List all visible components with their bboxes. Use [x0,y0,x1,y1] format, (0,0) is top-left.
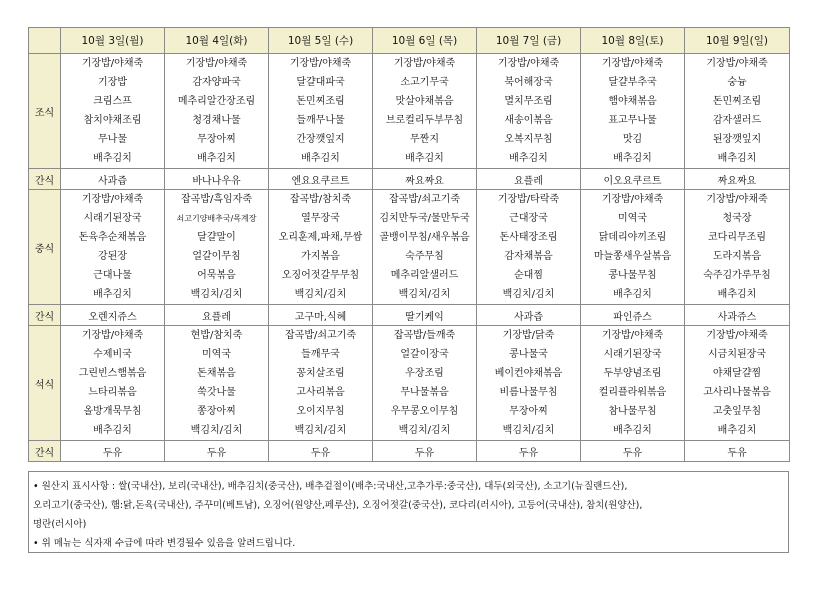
menu-item: 감자채볶음 [504,251,553,262]
menu-item: 쑥갓나물 [197,387,236,398]
menu-item: 기장밥/야채죽 [601,194,664,205]
snack-row [29,305,790,326]
snack-item: 짜요짜요 [373,169,477,190]
menu-item: 기장밥/야채죽 [393,58,456,69]
menu-item: 무나물볶음 [400,387,449,398]
snack-item: 두유 [581,441,685,462]
menu-item: 숭늉 [727,77,747,88]
menu-item: 맛살야채볶음 [395,96,454,107]
menu-item: 백김치/김치 [398,289,451,300]
day-header: 10월 9일(일) [685,28,790,54]
day-header: 10월 3일(월) [61,28,165,54]
menu-item: 기장밥/야채죽 [81,58,144,69]
origin-notice: • 원산지 표시사항 : 쌀(국내산), 보리(국내산), 배추김치(중국산), 배추겉절이(배추:국내산,고추가루:중국산), 대두(외국산), 소고기(뉴질랜드산), [33,481,628,492]
menu-item: 들깨무국 [301,349,340,360]
menu-item: 달걀대파국 [296,77,345,88]
menu-item: 현밥/참치죽 [190,330,243,341]
menu-item: 배추김치 [613,425,652,436]
menu-item: 달걀부추국 [608,77,657,88]
menu-item: 크림스프 [93,96,132,107]
snack-label: 간식 [29,169,61,190]
menu-item: 브로컬리두부무침 [385,115,464,126]
menu-item: 배추김치 [405,153,444,164]
menu-cell [165,54,269,169]
menu-cell [373,190,477,305]
menu-item: 들깨무나물 [296,115,345,126]
snack-item: 두유 [477,441,581,462]
snack-item: 두유 [269,441,373,462]
breakfast-label: 조식 [29,54,61,169]
menu-item: 순대찜 [514,270,543,281]
snack-item: 바나나우유 [165,169,269,190]
snack-label: 간식 [29,305,61,326]
menu-item: 오징어젓갈무무침 [281,270,360,281]
menu-item: 배추김치 [717,425,757,436]
menu-cell [477,54,581,169]
menu-cell [269,54,373,169]
menu-item: 참치야채조림 [83,115,142,126]
header-corner [29,28,61,54]
menu-cell [581,190,685,305]
menu-cell [373,54,477,169]
menu-item: 참나물무침 [608,406,657,417]
menu-item: 우무콩오이무침 [390,406,459,417]
menu-item: 미역국 [202,349,231,360]
menu-item: 청국장 [722,213,752,224]
origin-notice: 명란(러시아) [33,519,87,530]
menu-cell [685,190,790,305]
menu-item: 무장아찌 [509,406,548,417]
menu-item: 배추김치 [93,425,132,436]
menu-item: 시래기된장국 [603,349,662,360]
menu-item: 잡곡밥/참치죽 [289,194,352,205]
lunch-label: 중식 [29,190,61,305]
menu-item: 백김치/김치 [502,289,555,300]
menu-item: 열무장국 [301,213,340,224]
snack-item: 두유 [61,441,165,462]
menu-item: 가지볶음 [301,251,340,262]
menu-item: 백김치/김치 [502,425,555,436]
menu-item: 돈채볶음 [197,368,236,379]
menu-item: 된장깻잎지 [712,134,762,145]
menu-item: 배추김치 [717,153,757,164]
menu-item: 백김치/김치 [190,425,243,436]
notes-box [28,471,789,553]
day-header: 10월 5일 (수) [269,28,373,54]
menu-item: 기장밥 [98,77,127,88]
menu-cell [685,54,790,169]
snack-item: 사과즙 [61,169,165,190]
menu-cell [477,326,581,441]
menu-item: 기장밥/야채죽 [601,58,664,69]
menu-item: 배추김치 [93,153,132,164]
menu-item: 우장조림 [405,368,444,379]
menu-item: 잡곡밥/흑임자죽 [181,194,252,205]
menu-item: 김치만두국/물만두국 [379,213,470,224]
menu-item: 닭데리야끼조림 [598,232,667,243]
day-header: 10월 7일 (금) [477,28,581,54]
menu-item: 콩나물국 [509,349,548,360]
menu-cell [373,326,477,441]
menu-item: 배추김치 [509,153,548,164]
menu-item: 쫑장아찌 [197,406,236,417]
menu-cell [685,326,790,441]
menu-item: 기장밥/야채죽 [185,58,248,69]
menu-item: 메추리알샐러드 [390,270,459,281]
snack-item: 두유 [165,441,269,462]
menu-item: 오리훈제,파채,무쌈 [278,232,363,243]
weekly-menu-table [28,27,790,462]
snack-item: 짜요짜요 [685,169,790,190]
change-notice: • 위 메뉴는 식자재 수급에 따라 변경될수 있음을 알려드립니다. [33,538,296,549]
menu-item: 배추김치 [613,289,652,300]
dinner-label: 석식 [29,326,61,441]
menu-item: 북어해장국 [504,77,553,88]
menu-item: 백김치/김치 [190,289,243,300]
snack-item: 요플레 [165,305,269,326]
menu-item: 올방개묵무침 [83,406,142,417]
menu-item: 배추김치 [301,153,340,164]
menu-item: 감자양파국 [192,77,241,88]
menu-item: 메추리알간장조림 [177,96,256,107]
dinner-row [29,326,790,441]
menu-item: 맛김 [622,134,643,145]
menu-cell [165,190,269,305]
menu-item: 청경채나물 [192,115,241,126]
menu-item: 백김치/김치 [294,289,347,300]
menu-item: 얼갈이장국 [400,349,449,360]
menu-cell [61,190,165,305]
menu-item: 골뱅이무침/새우볶음 [379,232,470,243]
menu-item: 그린빈스햄볶음 [78,368,147,379]
snack-item: 두유 [373,441,477,462]
menu-item: 두부양념조림 [603,368,662,379]
menu-item: 강된장 [98,251,127,262]
snack-item: 고구마,식혜 [269,305,373,326]
menu-cell [581,326,685,441]
menu-item: 야채달걀찜 [712,368,762,379]
menu-item: 오이지무침 [296,406,345,417]
menu-item: 시래기된장국 [83,213,142,224]
menu-item: 백김치/김치 [398,425,451,436]
menu-item: 돈민찌조림 [296,96,345,107]
menu-item: 쇠고기양배추국/목계장 [176,214,257,223]
menu-item: 미역국 [618,213,647,224]
menu-item: 표고무나물 [608,115,657,126]
lunch-row [29,190,790,305]
menu-item: 콩나물무침 [608,270,657,281]
menu-item: 햄야채볶음 [608,96,657,107]
menu-item: 숙주김가루무침 [703,270,771,281]
menu-item: 베이컨야채볶음 [494,368,563,379]
snack-item: 엔요요쿠르트 [269,169,373,190]
menu-item: 시금치된장국 [708,349,766,360]
menu-item: 비름나물무침 [499,387,558,398]
menu-item: 도라지볶음 [712,251,762,262]
menu-item: 무짠지 [410,134,439,145]
menu-item: 컬리플라워볶음 [598,387,667,398]
menu-item: 기장밥/야채죽 [706,330,768,341]
snack-row [29,169,790,190]
menu-item: 잡곡밥/쇠고기죽 [285,330,356,341]
menu-cell [61,54,165,169]
snack-item: 두유 [685,441,790,462]
menu-item: 기장밥/야채죽 [81,194,144,205]
menu-item: 기장밥/야채죽 [601,330,664,341]
menu-cell [477,190,581,305]
menu-item: 멸치무조림 [504,96,553,107]
menu-item: 고사리나물볶음 [703,387,771,398]
menu-item: 숙주무침 [405,251,444,262]
menu-item: 잡곡밥/쇠고기죽 [389,194,460,205]
day-header: 10월 4일(화) [165,28,269,54]
menu-item: 근대장국 [509,213,548,224]
snack-row [29,441,790,462]
breakfast-row [29,54,790,169]
snack-item: 사과쥬스 [685,305,790,326]
header-row [29,28,790,54]
menu-item: 소고기무국 [400,77,449,88]
menu-item: 돈사태장조림 [499,232,558,243]
snack-item: 요플레 [477,169,581,190]
menu-item: 근대나물 [93,270,132,281]
menu-item: 오복지무침 [504,134,553,145]
menu-item: 무장아찌 [197,134,236,145]
menu-item: 수제비국 [93,349,132,360]
menu-item: 배추김치 [613,153,652,164]
menu-item: 꽁치살조림 [296,368,345,379]
menu-cell [269,190,373,305]
menu-item: 잡곡밥/들깨죽 [393,330,456,341]
menu-cell [269,326,373,441]
menu-item: 배추김치 [93,289,132,300]
snack-item: 이오요쿠르트 [581,169,685,190]
origin-notice: 오리고기(중국산), 햄:닭,돈육(국내산), 주꾸미(베트남), 오징어(원양산,페루산), 오징어젓갈(중국산), 코다리(러시아), 고등어(국내산), 참치(원양산), [33,500,643,511]
menu-item: 느타리볶음 [88,387,137,398]
menu-item: 기장밥/야채죽 [706,194,768,205]
menu-item: 기장밥/닭죽 [502,330,555,341]
menu-item: 얼갈이무침 [192,251,241,262]
menu-item: 기장밥/야채죽 [497,58,560,69]
menu-item: 고춧잎무침 [712,406,762,417]
menu-item: 배추김치 [717,289,757,300]
snack-item: 딸기케익 [373,305,477,326]
menu-cell [61,326,165,441]
day-header: 10월 8일(토) [581,28,685,54]
day-header: 10월 6일 (목) [373,28,477,54]
menu-item: 무나물 [98,134,127,145]
menu-item: 감자샐러드 [712,115,762,126]
menu-item: 고사리볶음 [296,387,345,398]
snack-item: 사과즙 [477,305,581,326]
menu-item: 돈민찌조림 [712,96,762,107]
menu-item: 기장밥/야채죽 [706,58,768,69]
menu-item: 기장밥/야채죽 [289,58,352,69]
menu-item: 돈육추순채볶음 [78,232,147,243]
menu-item: 간장깻잎지 [296,134,345,145]
menu-item: 배추김치 [197,153,236,164]
menu-item: 백김치/김치 [294,425,347,436]
menu-item: 마늘쫑새우살볶음 [593,251,672,262]
menu-cell [165,326,269,441]
snack-item: 파인쥬스 [581,305,685,326]
snack-item: 오렌지쥬스 [61,305,165,326]
snack-label: 간식 [29,441,61,462]
menu-cell [581,54,685,169]
menu-item: 어묵볶음 [197,270,236,281]
menu-item: 새송이볶음 [504,115,553,126]
menu-item: 기장밥/타락죽 [497,194,560,205]
menu-item: 달걀말이 [197,232,236,243]
menu-item: 기장밥/야채죽 [81,330,144,341]
menu-item: 코다리무조림 [708,232,766,243]
